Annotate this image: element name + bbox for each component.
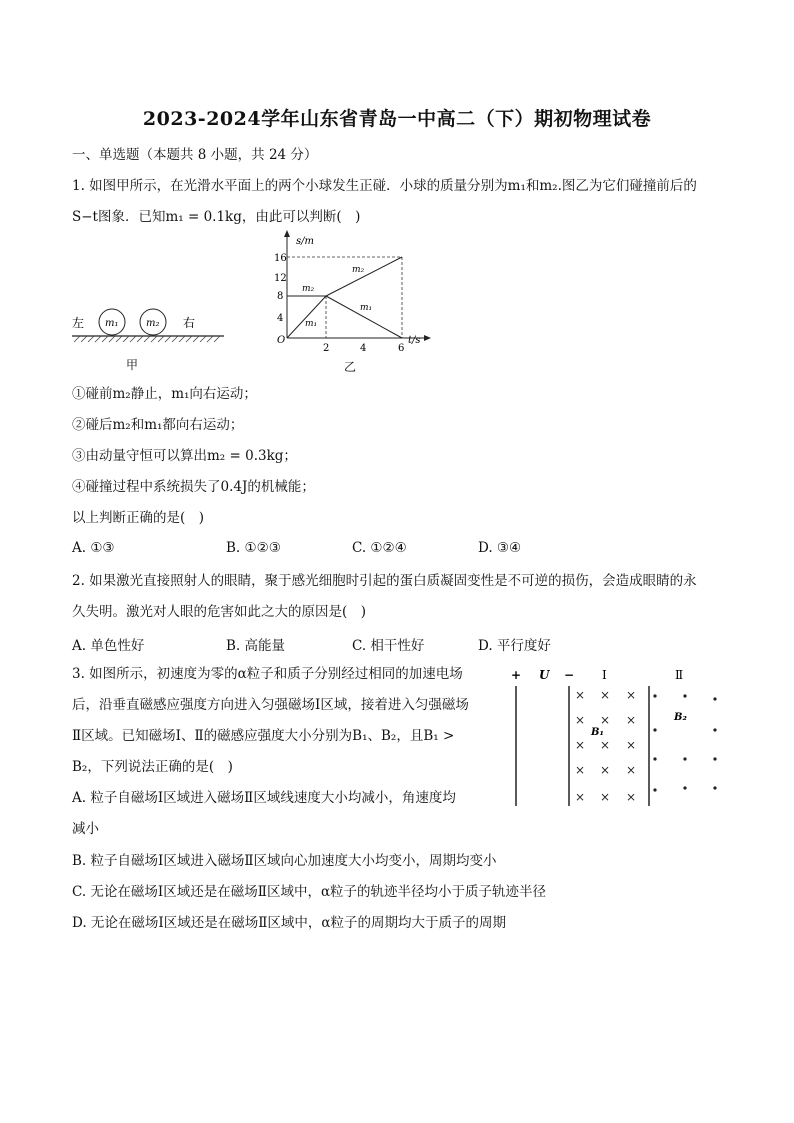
q3-stem-line2: 后，沿垂直磁感应强度方向进入匀强磁场Ⅰ区域，接着进入匀强磁场	[72, 697, 469, 713]
q3-option-d[interactable]: D. 无论在磁场Ⅰ区域还是在磁场Ⅱ区域中，α粒子的周期均大于质子的周期	[72, 915, 507, 931]
q3-stem-line1: 3. 如图所示，初速度为零的α粒子和质子分别经过相同的加速电场	[72, 666, 463, 682]
x-tick-2: 2	[323, 343, 330, 352]
ground-hatch	[74, 336, 220, 342]
q1-option-b[interactable]: B. ①②③	[226, 540, 281, 556]
q3-option-b[interactable]: B. 粒子自磁场Ⅰ区域进入磁场Ⅱ区域向心加速度大小均变小，周期均变小	[72, 853, 497, 869]
x-axis-label: t/s	[408, 335, 421, 346]
q1-stem-line2: S−t图象．已知m₁ = 0.1kg，由此可以判断( )	[72, 209, 361, 225]
y-tick-12: 12	[274, 273, 287, 284]
x-tick-4: 4	[360, 343, 367, 352]
svg-text:×: ×	[626, 688, 637, 702]
fig-region1-label: Ⅰ	[602, 668, 607, 682]
fig-left-label: 左	[72, 316, 85, 330]
q3-option-c[interactable]: C. 无论在磁场Ⅰ区域还是在磁场Ⅱ区域中，α粒子的轨迹半径均小于质子轨迹半径	[72, 884, 547, 900]
svg-text:×: ×	[600, 688, 611, 702]
y-tick-16: 16	[274, 253, 287, 264]
fig-minus: −	[564, 668, 575, 682]
svg-text:×: ×	[600, 738, 611, 752]
q1-statement-2: ②碰后m₂和m₁都向右运动；	[72, 417, 244, 433]
q1-option-c[interactable]: C. ①②④	[352, 540, 407, 556]
m1-before-line	[287, 296, 326, 338]
y-tick-8: 8	[277, 291, 284, 302]
label-m1-before: m₁	[305, 319, 318, 329]
label-m2-after: m₂	[352, 265, 365, 275]
svg-text:×: ×	[575, 763, 586, 777]
svg-text:×: ×	[600, 763, 611, 777]
fig-caption-jia: 甲	[126, 358, 139, 372]
fig-plus: +	[511, 668, 522, 682]
q3-figure	[505, 664, 730, 812]
region1-field-crosses	[575, 688, 636, 804]
q3-stem-line4: B₂，下列说法正确的是( )	[72, 759, 233, 775]
fig-b1-label: B₁	[591, 727, 604, 738]
q1-figure-jia	[66, 270, 226, 380]
q1-stem-line1: 1. 如图甲所示，在光滑水平面上的两个小球发生正碰．小球的质量分别为m₁和m₂.图乙为它们碰撞前后的	[72, 178, 697, 194]
q1-statement-4: ④碰撞过程中系统损失了0.4J的机械能；	[72, 479, 315, 495]
q3-stem-line3: Ⅱ区域。已知磁场Ⅰ、Ⅱ的磁感应强度大小分别为B₁、B₂，且B₁ >	[72, 728, 455, 744]
ball-m1-label: m₁	[105, 318, 119, 329]
svg-text:×: ×	[626, 713, 637, 727]
label-m1-after: m₁	[360, 303, 373, 313]
origin-label: O	[277, 335, 286, 346]
q3-option-a-line2: 减小	[72, 821, 99, 837]
q1-statement-3: ③由动量守恒可以算出m₂ = 0.3kg；	[72, 448, 297, 464]
q1-option-d[interactable]: D. ③④	[478, 540, 522, 556]
svg-text:×: ×	[575, 790, 586, 804]
svg-text:×: ×	[575, 738, 586, 752]
svg-text:×: ×	[575, 713, 586, 727]
svg-text:×: ×	[575, 688, 586, 702]
q2-option-b[interactable]: B. 高能量	[226, 638, 286, 654]
q1-prompt: 以上判断正确的是( )	[72, 510, 205, 526]
q2-stem-line2: 久失明。激光对人眼的危害如此之大的原因是( )	[72, 604, 367, 620]
y-axis-arrow	[284, 230, 290, 237]
region2-field-dots	[653, 694, 716, 791]
q1-figure-yi-graph	[268, 228, 438, 352]
ball-m2-label: m₂	[146, 318, 160, 329]
y-tick-4: 4	[277, 313, 284, 324]
svg-text:×: ×	[626, 790, 637, 804]
q2-option-c[interactable]: C. 相干性好	[352, 638, 425, 654]
label-m2-before: m₂	[302, 284, 315, 294]
x-axis-arrow	[424, 335, 431, 341]
svg-text:×: ×	[600, 713, 611, 727]
fig-b2-label: B₂	[674, 712, 687, 723]
svg-text:×: ×	[600, 790, 611, 804]
q2-option-a[interactable]: A. 单色性好	[72, 638, 145, 654]
q2-stem-line1: 2. 如果激光直接照射人的眼睛，聚于感光细胞时引起的蛋白质凝固变性是不可逆的损伤，会造成眼睛的永	[72, 573, 697, 589]
section-heading: 一、单选题（本题共 8 小题，共 24 分）	[72, 147, 318, 163]
fig-caption-yi: 乙	[344, 360, 357, 374]
fig-voltage: U	[539, 668, 550, 682]
q2-option-d[interactable]: D. 平行度好	[478, 638, 551, 654]
fig-right-label: 右	[183, 316, 196, 330]
svg-text:×: ×	[626, 738, 637, 752]
q3-option-a-line1[interactable]: A. 粒子自磁场Ⅰ区域进入磁场Ⅱ区域线速度大小均减小，角速度均	[72, 790, 456, 806]
svg-text:×: ×	[626, 763, 637, 777]
q1-statement-1: ①碰前m₂静止，m₁向右运动；	[72, 386, 257, 402]
y-axis-label: s/m	[296, 236, 314, 247]
m2-after-line	[326, 257, 402, 296]
x-tick-6: 6	[398, 343, 405, 352]
fig-region2-label: Ⅱ	[675, 668, 684, 682]
page-title: 2023-2024学年山东省青岛一中高二（下）期初物理试卷	[142, 108, 652, 130]
q1-option-a[interactable]: A. ①③	[72, 540, 115, 556]
